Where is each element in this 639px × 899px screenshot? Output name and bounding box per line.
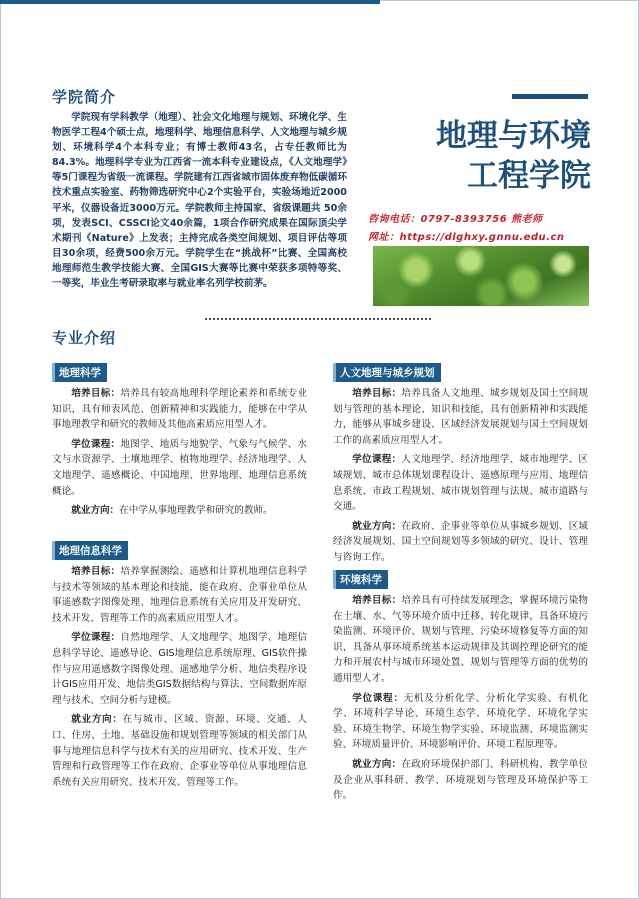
goal-paragraph bbox=[52, 386, 307, 433]
courses-label: 学位课程： bbox=[352, 692, 404, 704]
career-paragraph bbox=[52, 503, 307, 519]
top-accent-bar bbox=[0, 0, 380, 4]
career-label: 就业方向： bbox=[71, 714, 123, 726]
courses-text: 自然地理学、人文地理学、地图学、地理信息科学导论、遥感导论、GIS地理信息系统原理、GIS软件操作与应用遥感数字图像处理、遥感地学分析、地信类程序设计GIS应用开发、地信类GIS数据结构与算法、空间数据库原理与技术、空间分析与建模。 bbox=[52, 632, 308, 706]
contact-phone: 咨询电话：0797-8393756 熊老师 bbox=[368, 214, 543, 225]
career-text: 在政府、企事业等单位从事城乡规划、区域经济发展规划、国土空间规划等多领域的研究、设计、管理与咨询工作。 bbox=[333, 520, 589, 563]
goal-text: 培养掌握测绘、遥感和计算机地理信息科学与技术等领域的基本理论和技能，能在政府、企事业单位从事遥感数字图像处理、地理信息系统有关应用及开发研究、技术开发、管理等工作的高素质应用型人才。 bbox=[52, 566, 308, 624]
college-name bbox=[436, 116, 591, 196]
courses-paragraph bbox=[52, 437, 307, 499]
college-name-line1: 地理与环境 bbox=[436, 118, 591, 154]
career-text: 在政府环境保护部门、科研机构、教学单位及企业从事科研、教学、环境规划与管理及环境保护等工作。 bbox=[333, 758, 589, 802]
dotted-divider bbox=[205, 318, 431, 320]
courses-text: 人文地理学、经济地理学、城市地理学、区域规划、城市总体规划课程设计、遥感原理与应用、地理信息系统、市政工程规划、城市规划管理与法规、城市道路与交通。 bbox=[333, 454, 589, 513]
major-card-geography bbox=[52, 361, 307, 523]
goal-paragraph bbox=[52, 564, 307, 626]
courses-paragraph bbox=[333, 691, 588, 753]
decorative-line bbox=[512, 94, 588, 99]
goal-label: 培养目标： bbox=[352, 595, 402, 606]
career-paragraph bbox=[333, 519, 588, 566]
goal-label: 培养目标： bbox=[71, 566, 121, 577]
career-paragraph bbox=[333, 757, 588, 804]
intro-paragraph: 学院现有学科教学（地理）、社会文化地理与规划、环境化学、生物医学工程4个硕士点，地理科学、地理信息科学、人文地理与城乡规划、环境科学4个本科专业；有博士教师43名，占专任教师比为84.3%。地理科学专业为江西省一流本科专业建设点，《人文地理学》等5门课程为省级一流课程。学院建有江西省城市固体废弃物低碳循环技术重点实验室、药物筛选研究中心2个实验平台，实验场地近2000平米，仪器设备近3000万元。学院教师主持国家、省级课题共 50余项，发表SCI、CSSCI论文40余篇，1项合作研究成果在国际顶尖学术期刊《Nature》上发表；主持完成各类空间规划、项目评估等项目30余项，经费500余万元。学院学生在“挑战杯”比赛、全国高校地理师范生教学技能大赛、全国GIS大赛等比赛中荣获多项特等奖、一等奖，毕业生考研录取率与就业率名列学校前茅。 bbox=[52, 112, 347, 290]
major-card-environmental-science bbox=[333, 568, 588, 808]
courses-label: 学位课程： bbox=[352, 454, 402, 466]
major-badge: 人文地理与城乡规划 bbox=[333, 363, 441, 382]
major-card-urban-planning bbox=[333, 361, 588, 570]
major-badge: 环境科学 bbox=[333, 570, 388, 589]
goal-label: 培养目标： bbox=[71, 388, 121, 399]
major-badge: 地理科学 bbox=[52, 363, 107, 382]
intro-heading: 学院简介 bbox=[52, 88, 117, 106]
courses-text: 地图学、地质与地貌学、气象与气候学、水文与水资源学、土壤地理学、植物地理学、经济地理学、人文地理学、遥感概论、中国地理、世界地理、地理信息系统概论。 bbox=[52, 438, 308, 497]
goal-text: 培养具备人文地理、城乡规划及国土空间规划与管理的基本理论、知识和技能，具有创新精神和实践能力，能够从事城乡建设、区域经济发展规划与国土空间规划工作的高素质应用型人才。 bbox=[333, 388, 589, 446]
career-text: 在与城市、区域、资源、环境、交通、人口、住房、土地、基础设施和规划管理等领域的相关部门从事与地理信息科学与技术有关的应用研究、技术开发、生产管理和行政管理等工作在政府、企事业等单位从事地理信息系统有关应用研究、技术开发、管理等工作。 bbox=[52, 714, 308, 788]
career-label: 就业方向： bbox=[71, 505, 120, 517]
career-label: 就业方向： bbox=[352, 758, 402, 770]
courses-text: 无机及分析化学、分析化学实验、有机化学、环境科学导论、环境生态学、环境化学、环境化学实验、环境生物学、环境生物学实验、环境监测、环境监测实验、环境质量评价、环境影响评价、环境工程原理等。 bbox=[333, 692, 589, 751]
career-text: 在中学从事地理教学和研究的教师。 bbox=[119, 505, 273, 517]
goal-paragraph bbox=[333, 593, 588, 687]
goal-paragraph bbox=[333, 386, 588, 448]
career-paragraph bbox=[52, 712, 307, 790]
goal-text: 培养具有较高地理科学理论素养和系统专业知识，具有师表风范、创新精神和实践能力，能够在中学从事地理教学和研究的教师及其他高素质应用型人才。 bbox=[52, 388, 308, 431]
contact-website: 网址：https://dlghxy.gnnu.edu.cn bbox=[368, 232, 565, 243]
courses-paragraph bbox=[333, 452, 588, 514]
major-badge: 地理信息科学 bbox=[52, 541, 128, 560]
career-label: 就业方向： bbox=[352, 520, 402, 532]
courses-paragraph bbox=[52, 630, 307, 708]
courses-label: 学位课程： bbox=[71, 438, 121, 450]
courses-label: 学位课程： bbox=[71, 632, 121, 644]
major-card-gis bbox=[52, 539, 307, 794]
goal-text: 培养具有可持续发展理念，掌握环境污染物在土壤、水、气等环境介质中迁移、转化规律，具备环境污染监测、环境评价、规划与管理、污染环境修复等方面的知识，具备从事环境系统基本运动规律及其调控理论研究的能力和开展农村与城市环境处置、规划与管理等方面的优势的通用型人才。 bbox=[333, 595, 589, 684]
majors-heading: 专业介绍 bbox=[52, 329, 117, 347]
goal-label: 培养目标： bbox=[352, 388, 402, 399]
college-name-line2: 工程学院 bbox=[467, 158, 591, 194]
greenery-photo bbox=[373, 246, 589, 306]
